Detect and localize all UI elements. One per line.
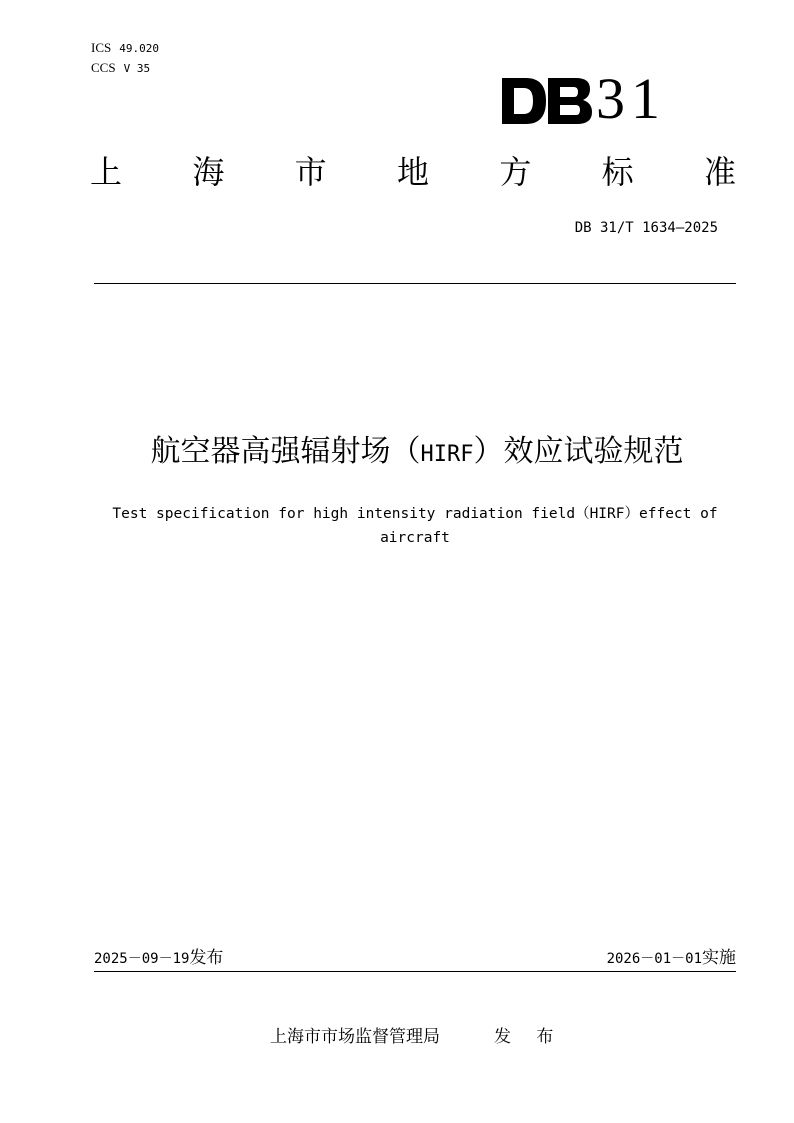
- title-en-line1: Test specification for high intensity radiation field（HIRF）effect of: [112, 506, 718, 522]
- issue-date: [94, 948, 223, 969]
- standard-type-char: 准: [703, 153, 736, 191]
- standard-type-char: 上: [90, 153, 123, 191]
- issue-date-word: 发布: [189, 948, 224, 968]
- standard-type-heading: [90, 150, 736, 194]
- standard-type-char: 海: [192, 153, 225, 191]
- bottom-divider: [94, 971, 736, 972]
- standard-type-char: 方: [499, 153, 532, 191]
- ccs-code: [91, 60, 150, 77]
- top-divider: [94, 283, 736, 284]
- ics-value: 49.020: [119, 42, 159, 55]
- standard-number: DB 31/T 1634—2025: [574, 220, 718, 236]
- implementation-date: [607, 948, 736, 969]
- publisher-action: 发 布: [494, 1027, 564, 1047]
- ics-label: ICS: [91, 40, 112, 55]
- title-cn-abbr: HIRF: [420, 442, 474, 467]
- standard-type-char: 市: [294, 153, 327, 191]
- publisher-name: 上海市市场监督管理局: [270, 1027, 440, 1047]
- title-en-line2: aircraft: [380, 530, 450, 546]
- issue-date-value: 2025－09－19: [94, 951, 190, 967]
- ics-code: [91, 40, 159, 57]
- ccs-value: V 35: [123, 62, 151, 75]
- title-cn-part1: 航空器高强辐射场（: [150, 434, 421, 469]
- impl-date-word: 实施: [702, 948, 736, 968]
- document-title-cn: [60, 430, 774, 477]
- impl-date-value: 2026－01－01: [606, 951, 702, 967]
- logo-number: 31: [596, 66, 666, 131]
- title-cn-part2: ）效应试验规范: [473, 434, 684, 469]
- ccs-label: CCS: [91, 60, 116, 75]
- standard-type-char: 地: [396, 153, 429, 191]
- standard-type-char: 标: [601, 153, 634, 191]
- document-title-en: [90, 502, 740, 550]
